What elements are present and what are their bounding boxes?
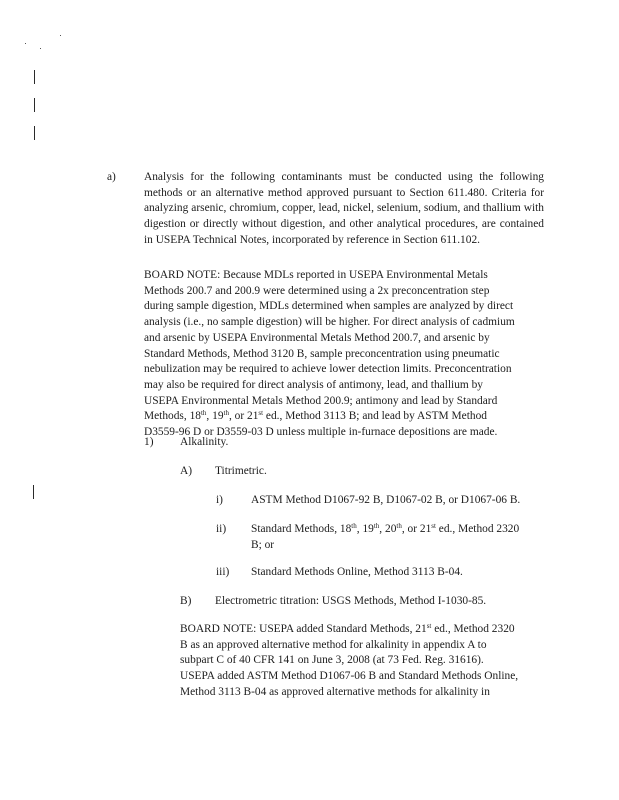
text-run: , or 21	[401, 523, 432, 535]
board-note-2-line: subpart C of 40 CFR 141 on June 3, 2008 (at 73 Fed. Reg. 31616).	[180, 654, 484, 667]
change-bar	[34, 126, 35, 140]
section-label: a)	[107, 171, 116, 183]
superscript: th	[351, 522, 357, 530]
superscript: st	[426, 622, 432, 630]
superscript: th	[396, 522, 402, 530]
scan-speck	[25, 43, 26, 44]
scan-speck	[40, 48, 41, 49]
change-bar	[33, 485, 34, 499]
board-note-1-line: USEPA Environmental Metals Method 200.9; antimony and lead by Standard	[144, 394, 498, 407]
board-note-2-line: B as an approved alternative method for alkalinity in appendix A to	[180, 638, 487, 651]
item-ii-line-2: B; or	[251, 538, 275, 551]
text-run: , or 21	[228, 410, 259, 423]
board-note-2	[180, 622, 518, 701]
board-note-1-methods-line	[144, 409, 534, 425]
text-run: ed., Method 2320	[435, 523, 520, 535]
item-i-text: ASTM Method D1067-92 B, D1067-02 B, or D1067-06 B.	[251, 494, 521, 506]
item-1-text: Alkalinity.	[180, 436, 229, 448]
text-run: ed., Method 3113 B; and lead by ASTM Method	[263, 410, 487, 423]
superscript: st	[258, 409, 264, 418]
scan-speck	[60, 35, 61, 36]
change-bar	[34, 98, 35, 112]
text-run: , 19	[206, 410, 224, 423]
board-note-2-line-1	[180, 622, 518, 638]
board-note-1-line: nebulization may be required to achieve lower detection limits. Preconcentration	[144, 363, 512, 376]
item-B-text: Electrometric titration: USGS Methods, Method I-1030-85.	[215, 595, 487, 607]
text-run: BOARD NOTE: USEPA added Standard Methods, 21	[180, 623, 427, 635]
board-note-1-line: during sample digestion, MDLs determined when samples are analyzed by direct	[144, 300, 514, 313]
board-note-1	[144, 268, 534, 441]
text-run: Standard Methods, 18	[251, 523, 352, 535]
board-note-1-line: Standard Methods, Method 3120 B, sample preconcentration using pneumatic	[144, 347, 500, 360]
change-bar	[34, 70, 35, 84]
board-note-1-line: D3559-96 D or D3559-03 D unless multiple in-furnace depositions are made.	[144, 426, 498, 439]
text-run: , 20	[379, 523, 397, 535]
board-note-1-line: may also be required for direct analysis of antimony, lead, and thallium by	[144, 378, 483, 391]
item-ii-line-1	[251, 522, 519, 538]
text-run: Methods, 18	[144, 410, 201, 423]
superscript: st	[431, 522, 436, 530]
board-note-2-line: USEPA added ASTM Method D1067-06 B and Standard Methods Online,	[180, 670, 519, 683]
item-i-label: i)	[216, 494, 223, 506]
section-paragraph	[144, 170, 544, 249]
board-note-1-line: and arsenic by USEPA Environmental Metals Method 200.7, and arsenic by	[144, 331, 490, 344]
board-note-2-line: Method 3113 B-04 as approved alternative methods for alkalinity in	[180, 685, 490, 698]
board-note-1-line: BOARD NOTE: Because MDLs reported in USEPA Environmental Metals	[144, 269, 488, 281]
item-ii-label: ii)	[216, 523, 227, 535]
item-B-label: B)	[180, 595, 192, 607]
item-A-text: Titrimetric.	[215, 465, 267, 477]
board-note-1-line: Methods 200.7 and 200.9 were determined using a 2x preconcentration step	[144, 284, 490, 297]
text-run: ed., Method 2320	[431, 623, 515, 635]
superscript: th	[373, 522, 380, 530]
item-ii-text	[251, 522, 519, 553]
item-iii-text: Standard Methods Online, Method 3113 B-04.	[251, 566, 463, 578]
item-A-label: A)	[180, 465, 193, 477]
superscript: th	[223, 409, 229, 418]
section-text: Analysis for the following contaminants must be conducted using the following methods or an alternative method approved pursuant to Section 611.480. Criteria for analyzing arsenic, chromium, copper, lead, nickel, selenium, sodium, and thallium with digestion or directly without digestion, and other analytical procedures, are contained in USEPA Technical Notes, incorporated by reference in Section 611.102.	[144, 171, 544, 246]
item-1-label: 1)	[144, 436, 154, 448]
superscript: th	[200, 409, 207, 418]
text-run: , 19	[356, 523, 374, 535]
item-iii-label: iii)	[216, 566, 230, 578]
board-note-1-line: analysis (i.e., no sample digestion) will be higher. For direct analysis of cadmium	[144, 316, 515, 329]
